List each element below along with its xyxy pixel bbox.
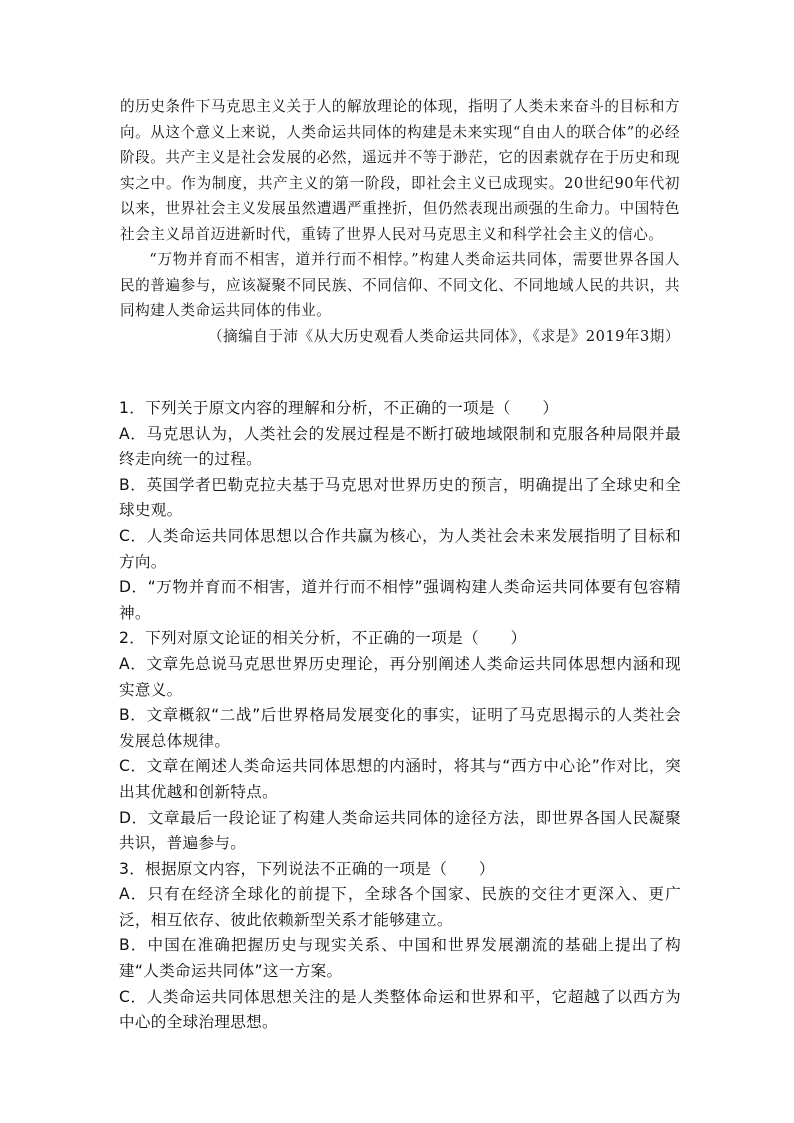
option-a: A．文章先总说马克思世界历史理论，再分别阐述人类命运共同体思想内涵和现实意义。 (119, 654, 681, 699)
option-b: B．中国在准确把握历史与现实关系、中国和世界发展潮流的基础上提出了构建“人类命运共同体”这一方案。 (119, 936, 681, 981)
option-b: B．文章概叙“二战”后世界格局发展变化的事实，证明了马克思揭示的人类社会发展总体规律。 (119, 706, 681, 750)
option-d: D．文章最后一段论证了构建人类命运共同体的途径方法，即世界各国人民凝聚共识，普遍参与。 (119, 808, 681, 853)
option-d: D．“万物并育而不相害，道并行而不相悖”强调构建人类命运共同体要有包容精神。 (119, 578, 681, 622)
option-a: A．只有在经济全球化的前提下，全球各个国家、民族的交往才更深入、更广泛，相互依存、彼此依赖新型关系才能够建立。 (119, 885, 681, 929)
reading-passage (120, 94, 680, 349)
option-b: B．英国学者巴勒克拉夫基于马克思对世界历史的预言，明确提出了全球史和全球史观。 (119, 475, 681, 520)
question-1 (119, 396, 681, 626)
question-list (119, 396, 681, 1036)
passage-source-citation: （摘编自于沛《从大历史观看人类命运共同体》，《求是》2019年3期） (207, 327, 680, 345)
passage-paragraph: “万物并育而不相害，道并行而不相悖。”构建人类命运共同体，需要世界各国人民的普遍参与，应该凝聚不同民族、不同信仰、不同文化、不同地域人民的共识，共同构建人类命运共同体的伟业。 (120, 251, 680, 319)
option-c: C．文章在阐述人类命运共同体思想的内涵时，将其与“西方中心论”作对比，突出其优越和创新特点。 (119, 757, 681, 801)
option-a: A．马克思认为，人类社会的发展过程是不断打破地域限制和克服各种局限并最终走向统一的过程。 (119, 424, 681, 469)
option-c: C．人类命运共同体思想关注的是人类整体命运和世界和平，它超越了以西方为中心的全球治理思想。 (119, 987, 681, 1032)
question-stem: 1．下列关于原文内容的理解和分析，不正确的一项是（ ） (119, 399, 559, 417)
question-stem: 2．下列对原文论证的相关分析，不正确的一项是（ ） (119, 629, 527, 648)
question-stem: 3．根据原文内容，下列说法不正确的一项是（ ） (119, 859, 495, 878)
option-c: C．人类命运共同体思想以合作共赢为核心，为人类社会未来发展指明了目标和方向。 (119, 526, 681, 571)
passage-paragraph: 的历史条件下马克思主义关于人的解放理论的体现，指明了人类未来奋斗的目标和方向。从这个意义上来说，人类命运共同体的构建是未来实现“自由人的联合体”的必经阶段。共产主义是社会发展的必然，遥远并不等于渺茫，它的因素就存在于历史和现实之中。作为制度，共产主义的第一阶段，即社会主义已成现实。20世纪90年代初以来，世界社会主义发展虽然遭遇严重挫折，但仍然表现出顽强的生命力。中国特色社会主义昂首迈进新时代，重铸了世界人民对马克思主义和科学社会主义的信心。 (120, 98, 680, 243)
question-2 (119, 626, 681, 856)
question-3 (119, 857, 681, 1036)
